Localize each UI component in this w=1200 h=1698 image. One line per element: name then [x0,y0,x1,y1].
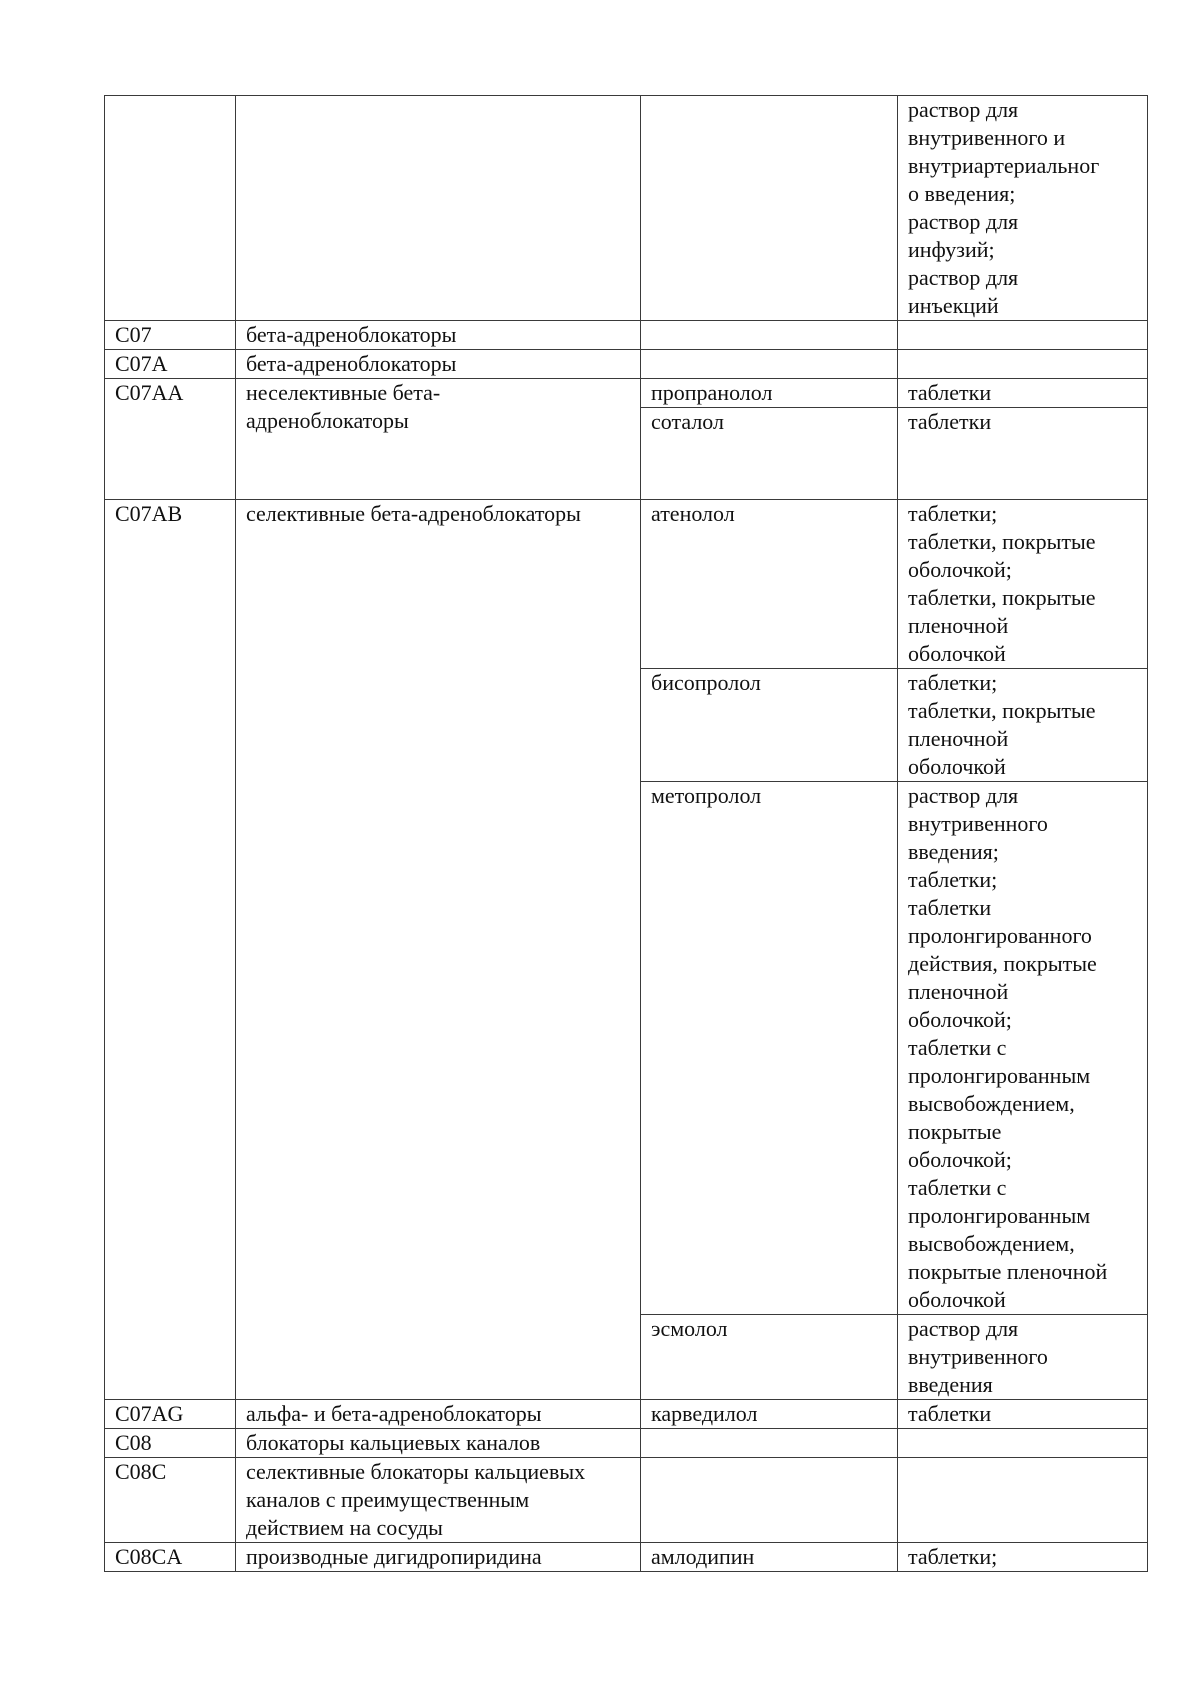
group-cell: бета-адреноблокаторы [236,321,641,350]
table-row [105,1429,1148,1458]
atc-code-cell: C08C [105,1458,236,1543]
atc-code-cell: C07AG [105,1400,236,1429]
group-cell: производные дигидропиридина [236,1543,641,1572]
drug-name-cell: бисопролол [641,669,898,782]
dosage-form-cell: таблетки [898,408,1148,500]
group-cell: неселективные бета- адреноблокаторы [236,379,641,500]
table-row [105,1400,1148,1429]
drug-name-cell [641,321,898,350]
dosage-form-cell: таблетки; таблетки, покрытые оболочкой; таблетки, покрытые пленочной оболочкой [898,500,1148,669]
dosage-form-cell: таблетки; [898,1543,1148,1572]
drug-name-cell: амлодипин [641,1543,898,1572]
group-cell: селективные блокаторы кальциевых каналов с преимущественным действием на сосуды [236,1458,641,1543]
drug-name-cell [641,350,898,379]
group-cell: бета-адреноблокаторы [236,350,641,379]
dosage-form-cell [898,1429,1148,1458]
group-cell: блокаторы кальциевых каналов [236,1429,641,1458]
drug-name-cell: атенолол [641,500,898,669]
group-cell: селективные бета-адреноблокаторы [236,500,641,1400]
drug-name-cell [641,1458,898,1543]
atc-code-cell: C08 [105,1429,236,1458]
drug-name-cell: соталол [641,408,898,500]
dosage-form-cell [898,350,1148,379]
dosage-form-cell: раствор для внутривенного и внутриартериальног о введения; раствор для инфузий; раствор для инъекций [898,96,1148,321]
atc-code-cell [105,96,236,321]
dosage-form-cell: раствор для внутривенного введения [898,1315,1148,1400]
drug-name-cell [641,96,898,321]
group-cell [236,96,641,321]
atc-code-cell: C07 [105,321,236,350]
drug-name-cell: метопролол [641,782,898,1315]
table-row [105,1543,1148,1572]
dosage-form-cell: таблетки; таблетки, покрытые пленочной оболочкой [898,669,1148,782]
dosage-form-cell: таблетки [898,1400,1148,1429]
drug-name-cell: пропранолол [641,379,898,408]
table-row [105,379,1148,408]
drug-name-cell: карведилол [641,1400,898,1429]
table-row [105,500,1148,669]
dosage-form-cell: раствор для внутривенного введения; таблетки; таблетки пролонгированного действия, покрытые пленочной оболочкой; таблетки с пролонгированным высвобождением, покрытые оболочкой; таблетки с пролонгированным высвобождением, покрытые пленочной оболочкой [898,782,1148,1315]
atc-code-cell: C07A [105,350,236,379]
drug-classification-table [104,95,1148,1572]
dosage-form-cell [898,1458,1148,1543]
drug-name-cell: эсмолол [641,1315,898,1400]
atc-code-cell: C07AB [105,500,236,1400]
atc-code-cell: C07AA [105,379,236,500]
drug-name-cell [641,1429,898,1458]
table-row [105,321,1148,350]
atc-code-cell: C08CA [105,1543,236,1572]
table-row [105,1458,1148,1543]
table-row [105,96,1148,321]
dosage-form-cell [898,321,1148,350]
group-cell: альфа- и бета-адреноблокаторы [236,1400,641,1429]
dosage-form-cell: таблетки [898,379,1148,408]
table-row [105,350,1148,379]
